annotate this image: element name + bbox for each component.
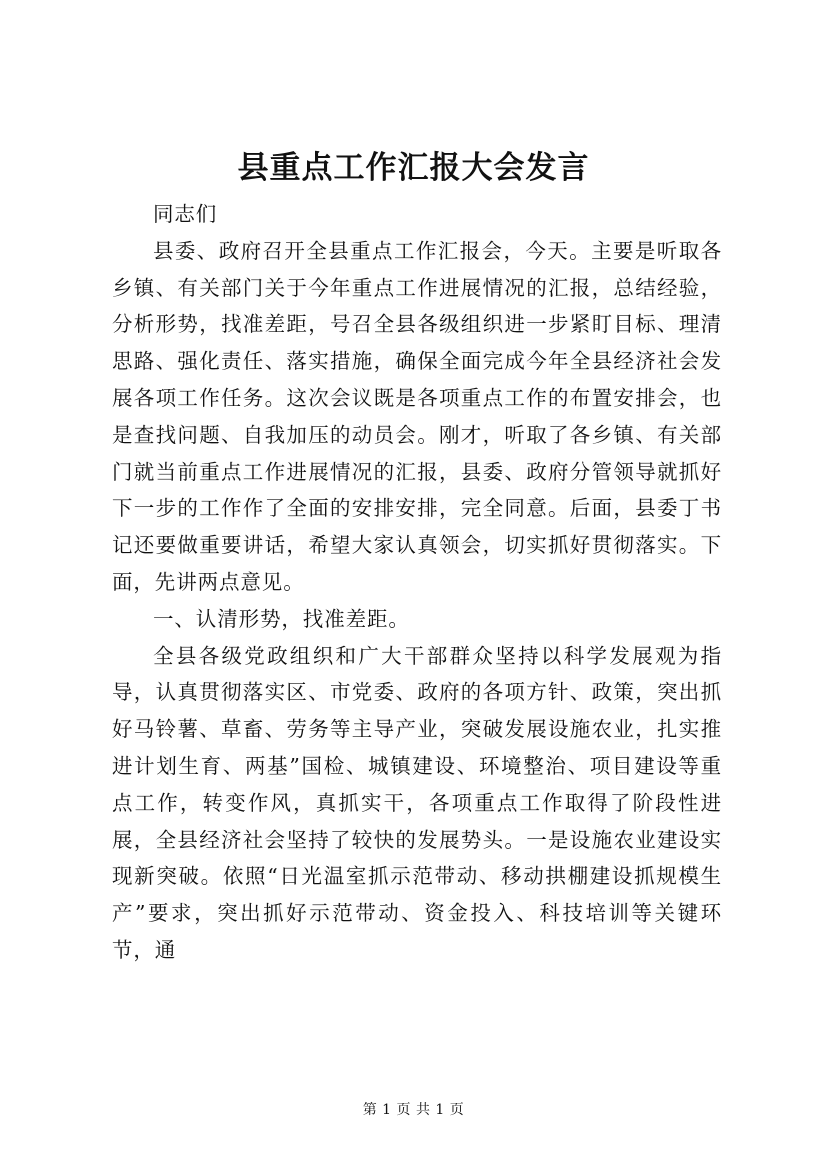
- body-paragraph: 全县各级党政组织和广大干部群众坚持以科学发展观为指导，认真贯彻落实区、市党委、政府的各项方针、政策，突出抓好马铃薯、草畜、劳务等主导产业，突破发展设施农业，扎实推进计划生育、两基”国检、城镇建设、环境整治、项目建设等重点工作，转变作风，真抓实干，各项重点工作取得了阶段性进展，全县经济社会坚持了较快的发展势头。一是设施农业建设实现新突破。依照“日光温室抓示范带动、移动拱棚建设抓规模生产”要求，突出抓好示范带动、资金投入、科技培训等关键环节，通: [112, 643, 722, 962]
- page-footer: 第 1 页 共 1 页: [362, 1102, 465, 1118]
- document-body: [112, 196, 722, 969]
- section-heading: 一、认清形势，找准差距。: [153, 606, 410, 631]
- salutation: 同志们: [153, 202, 218, 226]
- body-paragraph: 县委、政府召开全县重点工作汇报会，今天。主要是听取各乡镇、有关部门关于今年重点工作进展情况的汇报，总结经验，分析形势，找准差距，号召全县各级组织进一步紧盯目标、理清思路、强化责任、落实措施，确保全面完成今年全县经济社会发展各项工作任务。这次会议既是各项重点工作的布置安排会，也是查找问题、自我加压的动员会。刚才，听取了各乡镇、有关部门就当前重点工作进展情况的汇报，县委、政府分管领导就抓好下一步的工作作了全面的安排安排，完全同意。后面，县委丁书记还要做重要讲话，希望大家认真领会，切实抓好贯彻落实。下面，先讲两点意见。: [112, 238, 722, 594]
- document-title: 县重点工作汇报大会发言: [237, 150, 590, 186]
